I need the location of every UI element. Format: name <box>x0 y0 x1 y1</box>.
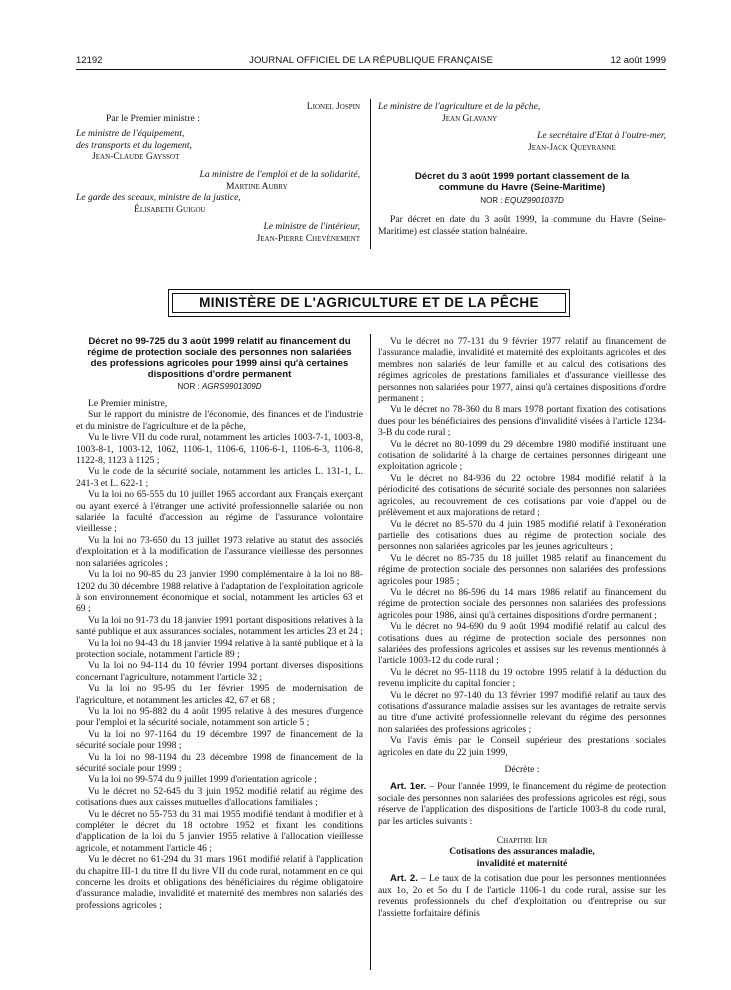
decree-text: Par décret en date du 3 août 1999, la commune du Havre (Seine-Maritime) est classée station balnéaire. <box>378 214 666 237</box>
page-header <box>76 55 666 69</box>
paragraph: Vu le décret no 78-360 du 8 mars 1978 portant fixation des cotisations dues pour les bénéficiaires des pensions d'invalidité visées à l'article 1234-3-B du code rural ; <box>378 404 666 439</box>
page-number: 12192 <box>76 55 103 66</box>
signature-name: Jean Glavany <box>442 112 498 124</box>
paragraph: Vu le livre VII du code rural, notamment les articles 1003-7-1, 1003-8, 1003-8-1, 1003-12, 1062, 1106-1, 1106-6, 1106-6-1, 1106-6-3, 1106-8, 1122-8, 1123 à 1125 ; <box>76 432 363 467</box>
chapter-label: Chapitre Ier <box>496 835 548 847</box>
article-label: Art. 2. <box>390 873 418 885</box>
decree-title: Décret du 3 août 1999 portant classement de la commune du Havre (Seine-Maritime) <box>414 171 630 194</box>
paragraph: Vu la loi no 98-1194 du 23 décembre 1998 de financement de la sécurité sociale pour 1999 ; <box>76 751 363 774</box>
paragraph: Vu la loi no 91-73 du 18 janvier 1991 portant dispositions relatives à la santé publique et aux assurances sociales, notamment les articles 23 et 24 ; <box>76 614 363 638</box>
section-heading: MINISTÈRE DE L'AGRICULTURE ET DE LA PÊCHE <box>172 293 566 313</box>
paragraph: Vu la loi no 94-114 du 10 février 1994 portant diverses dispositions concernant l'agriculture, notamment l'article 32 ; <box>76 660 363 683</box>
paragraph: Vu le décret no 84-936 du 22 octobre 1984 modifié relatif à la périodicité des cotisations de sécurité sociale des personnes non salariées agricoles, au recouvrement de ces cotisations par voie d'appel ou de prélèvement et aux majorations de retard ; <box>378 472 666 519</box>
column-divider-bottom <box>370 334 371 970</box>
decree-right-column <box>378 336 666 919</box>
journal-title: JOURNAL OFFICIEL DE LA RÉPUBLIQUE FRANÇAISE <box>249 55 493 66</box>
article-2 <box>378 873 666 919</box>
paragraph: Vu le décret no 85-735 du 18 juillet 1985 relatif au financement du régime de protection sociale des personnes non salariées des professions agricoles pour 1985 ; <box>378 552 666 587</box>
signature-title: Le garde des sceaux, ministre de la justice, <box>76 192 241 204</box>
paragraph: Vu le décret no 77-131 du 9 février 1977 relatif au financement de l'assurance maladie, invalidité et maternité des exploitants agricoles et des membres non salariés de leur famille et au calcul des cotisations des régimes agricoles de prestations familiales et d'assurance vieillesse des personnes non salariées pour 1977, ainsi qu'à certaines dispositions d'ordre permanent ; <box>378 336 666 405</box>
signature-title: Par le Premier ministre : <box>106 112 200 124</box>
article-1 <box>378 781 666 827</box>
decree-title: Décret no 99-725 du 3 août 1999 relatif au financement du régime de protection sociale des personnes non salariées des professions agricoles pour 1999 ainsi qu'à certaines dispositions d'ordre permanent <box>87 336 352 380</box>
paragraph: Vu la loi no 73-650 du 13 juillet 1973 relative au statut des associés d'exploitation et à la modification de l'assurance vieillesse des personnes non salariées agricoles ; <box>76 534 363 569</box>
paragraph: Sur le rapport du ministre de l'économie, des finances et de l'industrie et du ministre de l'agriculture et de la pêche, <box>76 409 363 432</box>
article-text: – Pour l'année 1999, le financement du régime de protection sociale des personnes non salariées des professions agricoles est régi, sous réserve de l'application des dispositions de l'article 1003-8 du code rural, par les articles suivants : <box>378 781 666 827</box>
paragraph: Vu la loi no 90-85 du 23 janvier 1990 complémentaire à la loi no 88-1202 du 30 décembre 1988 relative à l'adaptation de l'exploitation agricole à son environnement économique et social, notamment les articles 63 et 69 ; <box>76 569 363 615</box>
paragraph: Vu le décret no 52-645 du 3 juin 1952 modifié relatif au régime des cotisations dues aux caisses mutuelles d'allocations familiales ; <box>76 785 363 809</box>
signature-name: Jean-Claude Gayssot <box>92 151 180 163</box>
visa-list <box>76 398 363 911</box>
paragraph: Vu la loi no 99-574 du 9 juillet 1999 d'orientation agricole ; <box>88 774 317 786</box>
nor-reference: NOR : AGRS9901309D <box>177 382 262 391</box>
header-rule <box>76 69 666 70</box>
signature-title: Le ministre de l'équipement, des transports et du logement, <box>76 128 192 151</box>
article-text: – Le taux de la cotisation due pour les personnes mentionnées aux 1o, 2o et 5o du I de l'article 1106-1 du code rural, assise sur les revenus professionnels du chef d'exploitation ou d'entreprise ou sur l'assiette forfaitaire définis <box>378 873 666 919</box>
paragraph: Vu le décret no 80-1099 du 29 décembre 1980 modifié instituant une cotisation de solidarité à la charge de certaines personnes dirigeant une exploitation agricole ; <box>378 438 666 473</box>
decrete-heading: Décrète : <box>504 764 540 776</box>
signature-name: Martine Aubry <box>226 180 288 192</box>
paragraph: Vu le décret no 94-690 du 9 août 1994 modifié relatif au calcul des cotisations dues au régime de protection sociale des personnes non salariées des professions agricoles et assises sur les revenus mentionnés à l'article 1003-12 du code rural ; <box>378 621 666 667</box>
paragraph: Vu le décret no 85-570 du 4 juin 1985 modifié relatif à l'exonération partielle des cotisations dues au régime de protection sociale des personnes non salariées agricoles par les jeunes agriculteurs ; <box>378 518 666 553</box>
paragraph: Vu la loi no 65-555 du 10 juillet 1965 accordant aux Français exerçant ou ayant exercé à l'étranger une activité professionnelle salariée ou non salariée la faculté d'accession au régime de l'assurance volontaire vieillesse ; <box>76 489 363 535</box>
chapter-title: Cotisations des assurances maladie, invalidité et maternité <box>449 846 595 869</box>
paragraph: Vu la loi no 95-882 du 4 août 1995 relative à des mesures d'urgence pour l'emploi et la sécurité sociale, notamment son article 5 ; <box>76 705 363 729</box>
column-divider-top <box>370 99 371 249</box>
signature-title: La ministre de l'emploi et de la solidarité, <box>199 168 360 180</box>
paragraph: Le Premier ministre, <box>88 398 168 409</box>
paragraph: Vu le décret no 55-753 du 31 mai 1955 modifié tendant à modifier et à compléter le décret du 18 octobre 1952 et fixant les conditions d'application de la loi du 5 janvier 1955 relative à l'allocation vieillesse agricole, et notamment l'article 46 ; <box>76 808 363 854</box>
decree-left-column <box>76 336 363 911</box>
paragraph: Vu le décret no 97-140 du 13 février 1997 modifié relatif au taux des cotisations d'assurance maladie assises sur les avantages de retraite servis au titre d'une activité professionnelle relevant du régime des personnes non salariées des professions agricoles ; <box>378 689 666 735</box>
publication-date: 12 août 1999 <box>610 55 666 66</box>
signatures-right <box>378 101 666 238</box>
signature-name: Lionel Jospin <box>306 101 360 112</box>
paragraph: Vu le décret no 95-1118 du 19 octobre 1995 relatif à la déduction du revenu implicite du capital foncier ; <box>378 666 666 690</box>
nor-code: EQUZ9901037D <box>504 196 564 206</box>
paragraph: Vu le décret no 86-596 du 14 mars 1986 relatif au financement du régime de protection sociale des personnes non salariées des professions agricoles pour 1986, ainsi qu'à certaines dispositions d'ordre permanent ; <box>378 586 666 621</box>
paragraph: Vu la loi no 94-43 du 18 janvier 1994 relative à la santé publique et à la protection sociale, notamment l'article 89 ; <box>76 637 363 660</box>
signature-name: Jean-Jack Queyranne <box>528 141 616 153</box>
signature-name: Jean-Pierre Chevènement <box>256 232 360 244</box>
nor-reference: NOR : EQUZ9901037D <box>480 196 564 206</box>
signatures-left <box>76 101 360 245</box>
paragraph: Vu l'avis émis par le Conseil supérieur des prestations sociales agricoles en date du 22 juin 1999, <box>378 735 666 758</box>
paragraph: Vu le décret no 61-294 du 31 mars 1961 modifié relatif à l'application du chapitre III-1 du titre II du livre VII du code rural, notamment en ce qui concerne les droits et obligations des bénéficiaires du régime obligatoire d'assurance maladie, invalidité et maternité des membres non salariés des professions agricoles ; <box>76 854 363 911</box>
paragraph: Vu la loi no 95-95 du 1er février 1995 de modernisation de l'agriculture, et notamment les articles 42, 67 et 68 ; <box>76 683 363 706</box>
section-heading-box <box>168 289 570 317</box>
signature-title: Le secrétaire d'Etat à l'outre-mer, <box>537 130 666 142</box>
signature-title: Le ministre de l'intérieur, <box>263 221 360 233</box>
nor-code: AGRS9901309D <box>201 382 262 391</box>
signature-title: Le ministre de l'agriculture et de la pêche, <box>378 101 541 112</box>
article-label: Art. 1er. <box>390 781 427 793</box>
paragraph: Vu la loi no 97-1164 du 19 décembre 1997 de financement de la sécurité sociale pour 1998 ; <box>76 728 363 752</box>
paragraph: Vu le code de la sécurité sociale, notamment les articles L. 131-1, L. 241-3 et L. 622-1 ; <box>76 466 363 489</box>
signature-name: Élisabeth Guigou <box>134 203 206 215</box>
